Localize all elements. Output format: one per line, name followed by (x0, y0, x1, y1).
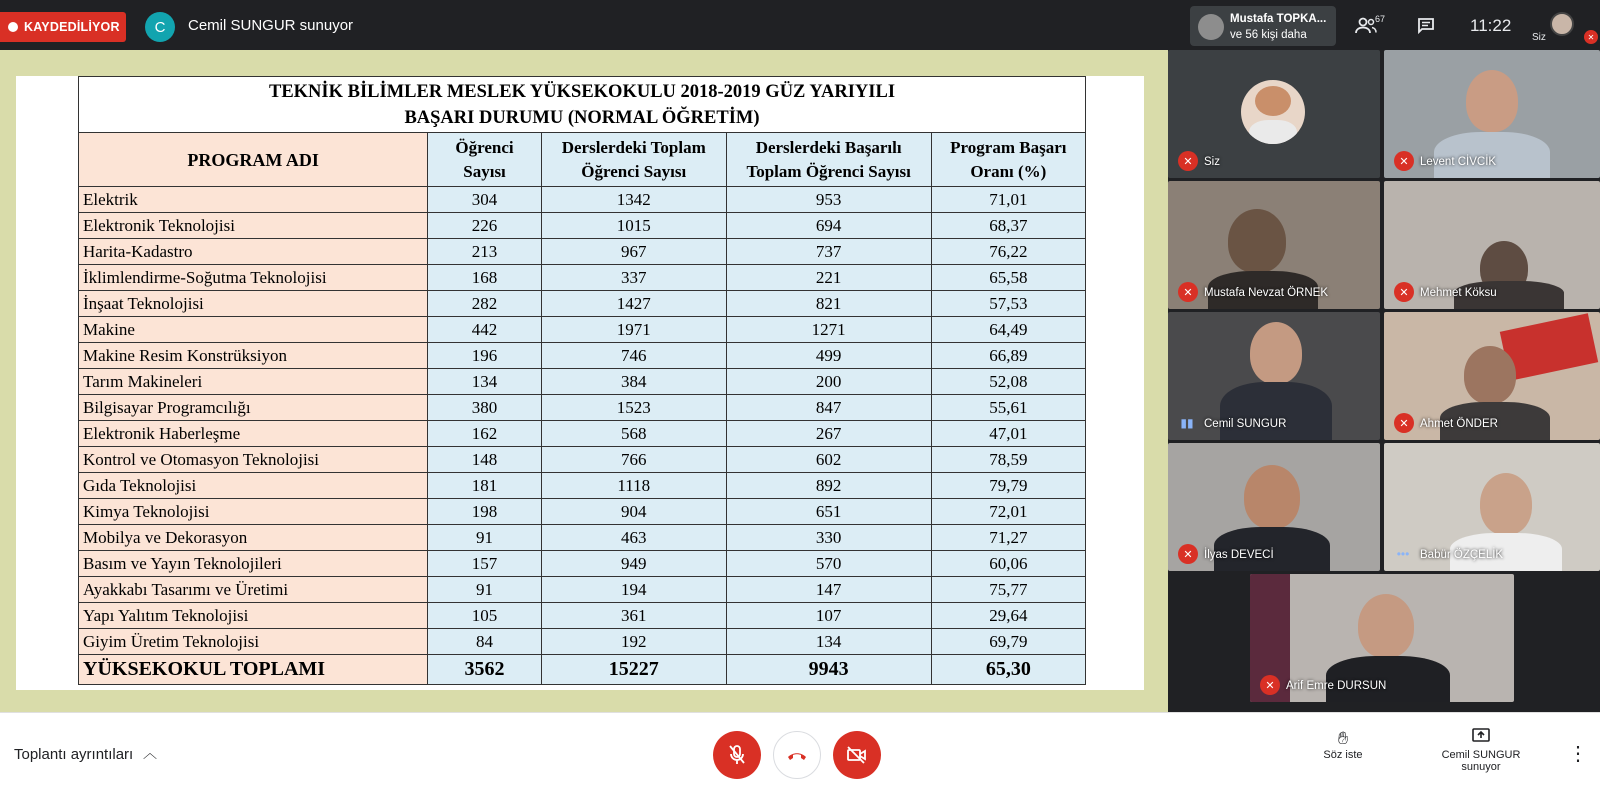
slide-title (79, 77, 1086, 133)
table-row (79, 603, 1086, 629)
participant-tile[interactable] (1384, 181, 1600, 309)
students-cell: 162 (428, 421, 542, 447)
hang-up-icon (786, 749, 808, 761)
table-row (79, 421, 1086, 447)
participants-grid (1168, 50, 1600, 712)
table-row (79, 343, 1086, 369)
participant-name: Babür ÖZÇELİK (1420, 549, 1504, 561)
program-name-cell: Mobilya ve Dekorasyon (79, 525, 428, 551)
rate-cell: 71,27 (931, 525, 1085, 551)
record-dot-icon (8, 22, 18, 32)
students-cell: 198 (428, 499, 542, 525)
success-cell: 1271 (726, 317, 931, 343)
header-row (79, 133, 1086, 187)
meeting-details-button[interactable]: Toplantı ayrıntıları (14, 746, 134, 763)
rate-cell: 65,58 (931, 265, 1085, 291)
program-name-cell: İnşaat Teknolojisi (79, 291, 428, 317)
success-cell: 847 (726, 395, 931, 421)
mic-off-icon: ✕ (1584, 30, 1598, 44)
success-cell: 147 (726, 577, 931, 603)
total-cell: 194 (541, 577, 726, 603)
presentation-area (0, 50, 1168, 712)
success-cell: 267 (726, 421, 931, 447)
participants-preview-name: Mustafa TOPKA... (1230, 13, 1327, 25)
table-row (79, 473, 1086, 499)
chat-icon[interactable] (1410, 12, 1442, 40)
table-row (79, 577, 1086, 603)
program-name-cell: Kontrol ve Otomasyon Teknolojisi (79, 447, 428, 473)
table-row (79, 265, 1086, 291)
total-total-cell: 15227 (541, 655, 726, 685)
rate-cell: 75,77 (931, 577, 1085, 603)
rate-cell: 69,79 (931, 629, 1085, 655)
students-cell: 105 (428, 603, 542, 629)
success-cell: 107 (726, 603, 931, 629)
rate-cell: 47,01 (931, 421, 1085, 447)
participant-tile[interactable] (1168, 443, 1380, 571)
table-row (79, 395, 1086, 421)
students-cell: 442 (428, 317, 542, 343)
students-cell: 157 (428, 551, 542, 577)
presenter-avatar: C (145, 12, 175, 42)
rate-cell: 29,64 (931, 603, 1085, 629)
participant-name: Arif Emre DURSUN (1286, 680, 1387, 692)
total-cell: 766 (541, 447, 726, 473)
header-program: PROGRAM ADI (79, 133, 428, 187)
program-name-cell: İklimlendirme-Soğutma Teknolojisi (79, 265, 428, 291)
program-name-cell: Giyim Üretim Teknolojisi (79, 629, 428, 655)
total-cell: 1015 (541, 213, 726, 239)
rate-cell: 64,49 (931, 317, 1085, 343)
participant-tile[interactable] (1384, 312, 1600, 440)
clock: 11:22 (1470, 16, 1512, 35)
program-name-cell: Bilgisayar Programcılığı (79, 395, 428, 421)
total-cell: 967 (541, 239, 726, 265)
students-cell: 226 (428, 213, 542, 239)
total-cell: 192 (541, 629, 726, 655)
participants-preview[interactable] (1190, 6, 1336, 46)
speaking-icon: ••• (1396, 547, 1410, 561)
total-cell: 337 (541, 265, 726, 291)
students-cell: 91 (428, 525, 542, 551)
slide-title-line2: BAŞARI DURUMU (NORMAL ÖĞRETİM) (404, 107, 760, 128)
chevron-up-icon[interactable]: ︿ (143, 745, 157, 761)
students-cell: 380 (428, 395, 542, 421)
students-cell: 181 (428, 473, 542, 499)
mic-off-icon: ✕ (1260, 675, 1280, 695)
participant-tile[interactable] (1250, 574, 1514, 702)
success-cell: 737 (726, 239, 931, 265)
mic-off-icon: ✕ (1394, 151, 1414, 171)
total-success-cell: 9943 (726, 655, 931, 685)
total-cell: 384 (541, 369, 726, 395)
table-row (79, 317, 1086, 343)
total-row (79, 655, 1086, 685)
total-cell: 568 (541, 421, 726, 447)
total-cell: 1427 (541, 291, 726, 317)
top-bar (0, 0, 1600, 50)
presenting-label-1: Cemil SUNGUR (1441, 749, 1521, 761)
success-cell: 821 (726, 291, 931, 317)
rate-cell: 68,37 (931, 213, 1085, 239)
success-cell: 200 (726, 369, 931, 395)
total-cell: 949 (541, 551, 726, 577)
table-row (79, 629, 1086, 655)
total-cell: 361 (541, 603, 726, 629)
students-cell: 196 (428, 343, 542, 369)
participant-name: İlyas DEVECİ (1204, 549, 1274, 561)
camera-toggle-button[interactable] (833, 731, 881, 779)
total-rate-cell: 65,30 (931, 655, 1085, 685)
rate-cell: 55,61 (931, 395, 1085, 421)
total-cell: 1523 (541, 395, 726, 421)
rate-cell: 79,79 (931, 473, 1085, 499)
header-students: Öğrenci Sayısı (428, 133, 542, 187)
participants-preview-more: ve 56 kişi daha (1230, 29, 1307, 41)
self-label: Siz (1532, 32, 1546, 43)
camera-off-icon (846, 746, 868, 764)
mic-toggle-button[interactable] (713, 731, 761, 779)
header-rate: Program Başarı Oranı (%) (931, 133, 1085, 187)
total-cell: 746 (541, 343, 726, 369)
success-cell: 221 (726, 265, 931, 291)
total-students-cell: 3562 (428, 655, 542, 685)
recording-label: KAYDEDİLİYOR (24, 20, 120, 34)
mic-off-icon (727, 744, 747, 766)
program-name-cell: Harita-Kadastro (79, 239, 428, 265)
rate-cell: 76,22 (931, 239, 1085, 265)
slide (16, 76, 1144, 690)
participant-name: Cemil SUNGUR (1204, 418, 1287, 430)
students-cell: 282 (428, 291, 542, 317)
table-row (79, 447, 1086, 473)
success-cell: 499 (726, 343, 931, 369)
raise-hand-button[interactable] (1316, 727, 1370, 761)
speaking-icon: ▮▮ (1180, 416, 1194, 430)
rate-cell: 71,01 (931, 187, 1085, 213)
success-cell: 570 (726, 551, 931, 577)
leave-call-button[interactable] (773, 731, 821, 779)
mic-off-icon: ✕ (1394, 413, 1414, 433)
program-name-cell: Tarım Makineleri (79, 369, 428, 395)
presenting-button[interactable] (1438, 727, 1524, 773)
success-cell: 694 (726, 213, 931, 239)
students-cell: 168 (428, 265, 542, 291)
total-cell: 904 (541, 499, 726, 525)
participant-tile[interactable] (1168, 50, 1380, 178)
table-row (79, 291, 1086, 317)
rate-cell: 60,06 (931, 551, 1085, 577)
success-cell: 330 (726, 525, 931, 551)
bottom-bar (0, 712, 1600, 792)
program-name-cell: Makine (79, 317, 428, 343)
program-name-cell: Kimya Teknolojisi (79, 499, 428, 525)
mic-off-icon: ✕ (1178, 544, 1198, 564)
participant-tile[interactable] (1384, 50, 1600, 178)
success-cell: 602 (726, 447, 931, 473)
students-cell: 304 (428, 187, 542, 213)
slide-title-line1: TEKNİK BİLİMLER MESLEK YÜKSEKOKULU 2018-2019 GÜZ YARIYILI (268, 81, 896, 102)
students-cell: 213 (428, 239, 542, 265)
participant-tile[interactable] (1384, 443, 1600, 571)
rate-cell: 57,53 (931, 291, 1085, 317)
participant-name: Levent CİVCİK (1420, 156, 1497, 168)
participant-name: Mehmet Köksu (1420, 287, 1497, 299)
program-name-cell: Elektronik Haberleşme (79, 421, 428, 447)
program-name-cell: Yapı Yalıtım Teknolojisi (79, 603, 428, 629)
program-name-cell: Basım ve Yayın Teknolojileri (79, 551, 428, 577)
program-name-cell: Elektrik (79, 187, 428, 213)
program-name-cell: Ayakkabı Tasarımı ve Üretimi (79, 577, 428, 603)
success-cell: 892 (726, 473, 931, 499)
rate-cell: 66,89 (931, 343, 1085, 369)
table-row (79, 213, 1086, 239)
presenting-label-2: sunuyor (1461, 761, 1501, 773)
participant-count: 67 (1375, 14, 1386, 24)
total-cell: 1971 (541, 317, 726, 343)
table-row (79, 525, 1086, 551)
recording-indicator (0, 12, 126, 42)
hand-icon: ✋︎ (1337, 728, 1349, 748)
program-name-cell: Makine Resim Konstrüksiyon (79, 343, 428, 369)
participant-name: Ahmet ÖNDER (1420, 418, 1498, 430)
students-cell: 91 (428, 577, 542, 603)
title-row (79, 77, 1086, 133)
table-row (79, 187, 1086, 213)
participant-tile[interactable] (1168, 181, 1380, 309)
table-row (79, 239, 1086, 265)
success-cell: 651 (726, 499, 931, 525)
results-table (78, 76, 1086, 685)
participant-avatar (1241, 80, 1305, 144)
program-name-cell: Gıda Teknolojisi (79, 473, 428, 499)
participant-name: Siz (1204, 156, 1220, 168)
students-cell: 134 (428, 369, 542, 395)
header-total: Derslerdeki Toplam Öğrenci Sayısı (541, 133, 726, 187)
rate-cell: 72,01 (931, 499, 1085, 525)
total-cell: 1342 (541, 187, 726, 213)
success-cell: 953 (726, 187, 931, 213)
table-row (79, 551, 1086, 577)
raise-hand-label: Söz iste (1323, 749, 1363, 761)
rate-cell: 78,59 (931, 447, 1085, 473)
rate-cell: 52,08 (931, 369, 1085, 395)
success-cell: 134 (726, 629, 931, 655)
students-cell: 84 (428, 629, 542, 655)
students-cell: 148 (428, 447, 542, 473)
total-cell: 463 (541, 525, 726, 551)
participant-avatar (1198, 14, 1224, 40)
self-avatar (1550, 12, 1574, 36)
more-options-icon[interactable]: ⋮ (1568, 743, 1588, 765)
total-cell: 1118 (541, 473, 726, 499)
table-row (79, 499, 1086, 525)
participant-tile[interactable] (1168, 312, 1380, 440)
header-success: Derslerdeki Başarılı Toplam Öğrenci Sayısı (726, 133, 931, 187)
presenter-status: Cemil SUNGUR sunuyor (188, 17, 354, 34)
mic-off-icon: ✕ (1178, 282, 1198, 302)
mic-off-icon: ✕ (1394, 282, 1414, 302)
total-name-cell: YÜKSEKOKUL TOPLAMI (79, 655, 428, 685)
participant-name: Mustafa Nevzat ÖRNEK (1204, 287, 1328, 299)
mic-off-icon: ✕ (1178, 151, 1198, 171)
program-name-cell: Elektronik Teknolojisi (79, 213, 428, 239)
table-row (79, 369, 1086, 395)
present-screen-icon (1438, 727, 1524, 749)
